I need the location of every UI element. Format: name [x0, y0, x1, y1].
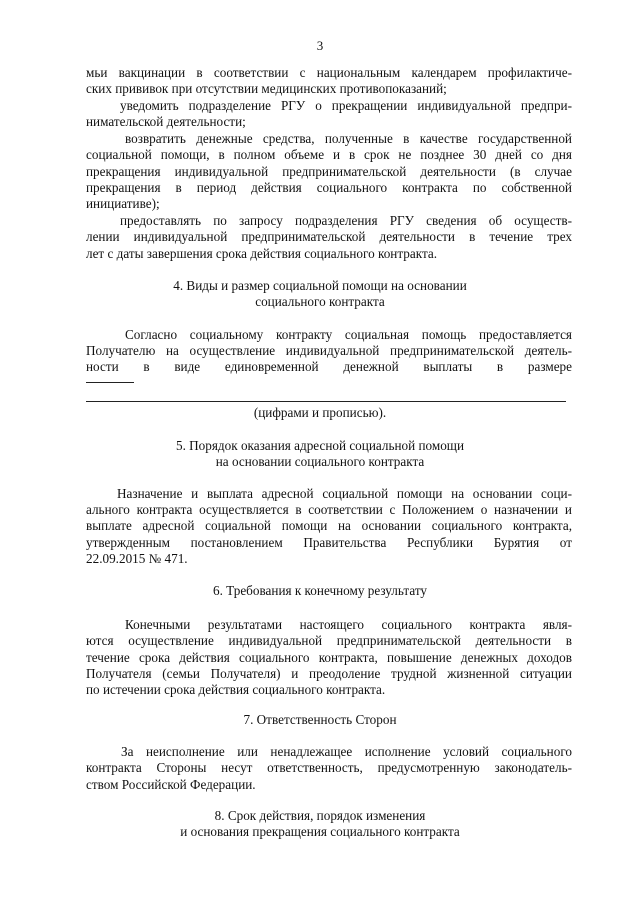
- text-line: ством Российской Федерации.: [86, 777, 256, 792]
- text-line: социальной помощи, в полном объеме и в срок не позднее 30 дней со дня: [86, 147, 572, 162]
- text-line: течение срока действия социального контракта, повышение денежных доходов: [86, 650, 572, 665]
- text-line: 22.09.2015 № 471.: [86, 551, 188, 566]
- text-line: ских прививок при отсутствии медицинских противопоказаний;: [86, 81, 447, 96]
- text-line: Назначение и выплата адресной социальной помощи на основании соци-: [117, 486, 572, 501]
- section-heading: 4. Виды и размер социальной помощи на основании: [173, 278, 467, 293]
- section-heading: 6. Требования к конечному результату: [212, 583, 428, 598]
- text-line: ются осуществление индивидуальной предпринимательской деятельности в: [86, 633, 572, 648]
- text-line: по истечении срока действия социального контракта.: [86, 682, 386, 697]
- section-heading: 5. Порядок оказания адресной социальной помощи: [175, 438, 465, 453]
- text-line: лении индивидуальной предпринимательской деятельности в течение трех: [86, 229, 572, 244]
- text-line: Получателю на осуществление индивидуальной предпринимательской деятель-: [86, 343, 572, 358]
- section-heading: 8. Срок действия, порядок изменения: [214, 808, 426, 823]
- field-caption: (цифрами и прописью).: [253, 405, 387, 420]
- text-line: нимательской деятельности;: [86, 114, 246, 129]
- text-line: прекращения в период действия социального контракта по собственной: [86, 180, 572, 195]
- page-number: 3: [316, 38, 324, 53]
- blank-underline: [86, 401, 566, 402]
- text-line: инициативе);: [86, 196, 160, 211]
- text-line: Конечными результатами настоящего социального контракта явля-: [125, 617, 572, 632]
- text-line: Согласно социальному контракту социальная помощь предоставляется: [125, 327, 572, 342]
- text-line: выплате адресной социальной помощи на основании социального контракта,: [86, 518, 572, 533]
- section-heading: социального контракта: [255, 294, 385, 309]
- text-line: возвратить денежные средства, полученные в качестве государственной: [125, 131, 572, 146]
- text-line: ального контракта осуществляется в соответствии с Положением о назначении и: [86, 502, 572, 517]
- text-line: предоставлять по запросу подразделения РГУ сведения об осуществ-: [120, 213, 572, 228]
- section-heading: и основания прекращения социального контракта: [180, 824, 460, 839]
- text-line: мьи вакцинации в соответствии с национальным календарем профилактиче-: [86, 65, 572, 80]
- text-line: лет с даты завершения срока действия социального контракта.: [86, 246, 438, 261]
- blank-underline: [86, 382, 134, 383]
- text-line: контракта Стороны несут ответственность, предусмотренную законодатель-: [86, 760, 572, 775]
- text-line: ности в виде единовременной денежной выплаты в размере: [86, 359, 572, 374]
- text-line: утвержденным постановлением Правительства Республики Бурятия от: [86, 535, 572, 550]
- text-line: прекращения индивидуальной предпринимательской деятельности (в случае: [86, 164, 572, 179]
- text-line: Получателя (семьи Получателя) и преодоление трудной жизненной ситуации: [86, 666, 572, 681]
- text-line: За неисполнение или ненадлежащее исполнение условий социального: [121, 744, 572, 759]
- section-heading: 7. Ответственность Сторон: [243, 712, 397, 727]
- text-line: уведомить подразделение РГУ о прекращении индивидуальной предпри-: [120, 98, 572, 113]
- section-heading: на основании социального контракта: [215, 454, 425, 469]
